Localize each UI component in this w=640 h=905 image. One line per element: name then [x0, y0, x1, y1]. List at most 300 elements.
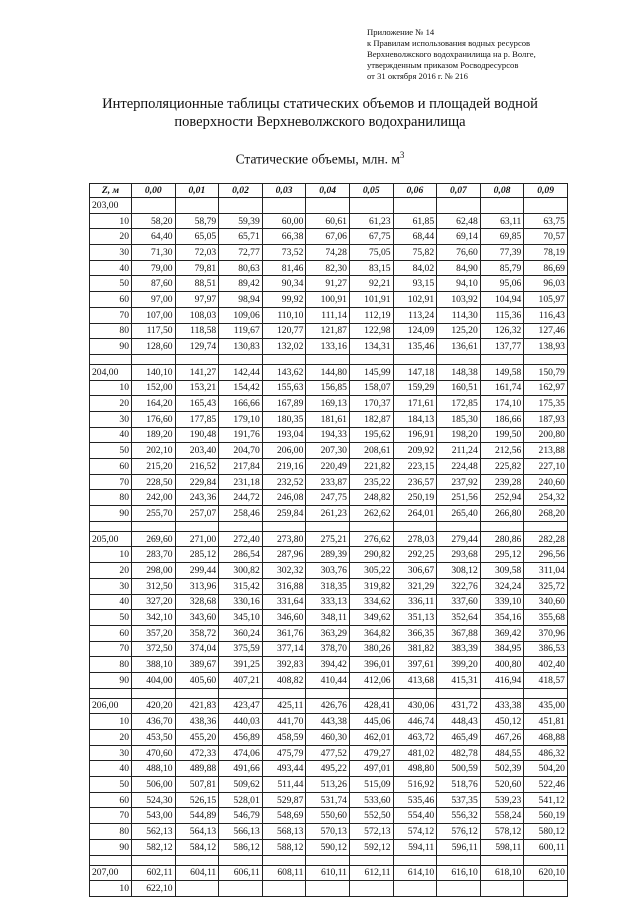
table-cell — [262, 521, 306, 531]
table-row — [90, 657, 568, 673]
table-row — [90, 276, 568, 292]
table-cell: 604,11 — [175, 865, 219, 881]
table-cell: 248,82 — [349, 490, 393, 506]
table-cell — [262, 354, 306, 364]
table-cell: 60 — [90, 292, 132, 308]
table-cell: 221,82 — [349, 459, 393, 475]
table-cell: 65,05 — [175, 229, 219, 245]
table-cell — [132, 354, 176, 364]
column-header: 0,07 — [437, 184, 481, 198]
column-header: 0,08 — [480, 184, 524, 198]
table-cell: 86,69 — [524, 260, 568, 276]
table-cell: 269,60 — [132, 531, 176, 547]
table-cell — [524, 354, 568, 364]
column-header: 0,05 — [349, 184, 393, 198]
table-cell: 413,68 — [393, 672, 437, 688]
table-cell: 381,82 — [393, 641, 437, 657]
table-cell — [175, 521, 219, 531]
table-cell: 322,76 — [437, 578, 481, 594]
column-header: Z, м — [90, 184, 132, 198]
table-cell: 79,81 — [175, 260, 219, 276]
table-cell — [393, 354, 437, 364]
table-cell: 364,82 — [349, 625, 393, 641]
table-cell: 114,30 — [437, 307, 481, 323]
table-cell: 616,10 — [437, 865, 481, 881]
table-cell: 84,02 — [393, 260, 437, 276]
table-cell — [306, 521, 350, 531]
table-cell: 440,03 — [219, 714, 263, 730]
table-cell: 73,52 — [262, 245, 306, 261]
table-cell: 334,62 — [349, 594, 393, 610]
table-cell: 264,01 — [393, 506, 437, 522]
table-cell: 207,30 — [306, 443, 350, 459]
spacer-row — [90, 855, 568, 865]
table-cell — [132, 198, 176, 214]
table-cell — [393, 855, 437, 865]
table-cell — [219, 688, 263, 698]
table-cell: 71,30 — [132, 245, 176, 261]
table-cell: 298,00 — [132, 563, 176, 579]
table-cell: 153,21 — [175, 380, 219, 396]
table-cell: 20 — [90, 396, 132, 412]
table-cell: 431,72 — [437, 698, 481, 714]
table-cell: 80 — [90, 657, 132, 673]
table-cell: 40 — [90, 761, 132, 777]
appendix-line: от 31 октября 2016 г. № 216 — [367, 71, 468, 81]
table-cell: 141,27 — [175, 364, 219, 380]
table-cell — [132, 521, 176, 531]
table-cell: 169,13 — [306, 396, 350, 412]
table-cell: 404,00 — [132, 672, 176, 688]
table-cell — [349, 521, 393, 531]
table-cell: 336,11 — [393, 594, 437, 610]
table-cell: 112,19 — [349, 307, 393, 323]
table-cell: 80 — [90, 323, 132, 339]
table-cell: 115,36 — [480, 307, 524, 323]
table-row — [90, 777, 568, 793]
table-cell: 186,66 — [480, 411, 524, 427]
table-cell: 83,15 — [349, 260, 393, 276]
table-cell: 308,12 — [437, 563, 481, 579]
table-cell: 58,79 — [175, 213, 219, 229]
caption-text: Статические объемы, млн. м — [235, 151, 400, 167]
table-cell: 198,20 — [437, 427, 481, 443]
table-cell: 215,20 — [132, 459, 176, 475]
table-cell — [393, 881, 437, 897]
table-cell: 67,06 — [306, 229, 350, 245]
table-cell: 361,76 — [262, 625, 306, 641]
table-cell: 330,16 — [219, 594, 263, 610]
table-cell: 75,05 — [349, 245, 393, 261]
table-cell: 354,16 — [480, 610, 524, 626]
table-cell: 82,30 — [306, 260, 350, 276]
table-cell: 206,00 — [90, 698, 132, 714]
table-cell — [480, 688, 524, 698]
table-cell: 145,99 — [349, 364, 393, 380]
table-row — [90, 443, 568, 459]
table-cell: 62,48 — [437, 213, 481, 229]
table-cell: 72,03 — [175, 245, 219, 261]
table-cell: 515,09 — [349, 777, 393, 793]
table-cell: 498,80 — [393, 761, 437, 777]
table-cell: 339,10 — [480, 594, 524, 610]
table-cell — [437, 521, 481, 531]
table-cell: 133,16 — [306, 339, 350, 355]
table-cell: 526,15 — [175, 792, 219, 808]
table-cell: 193,04 — [262, 427, 306, 443]
table-row — [90, 641, 568, 657]
table-cell: 205,00 — [90, 531, 132, 547]
table-cell — [349, 354, 393, 364]
table-cell: 612,11 — [349, 865, 393, 881]
table-cell: 40 — [90, 594, 132, 610]
table-cell: 108,03 — [175, 307, 219, 323]
table-cell: 258,46 — [219, 506, 263, 522]
table-cell: 212,56 — [480, 443, 524, 459]
table-cell — [306, 354, 350, 364]
table-cell: 91,27 — [306, 276, 350, 292]
table-cell: 261,23 — [306, 506, 350, 522]
table-row — [90, 839, 568, 855]
table-cell: 568,13 — [262, 824, 306, 840]
table-row — [90, 714, 568, 730]
table-cell: 399,20 — [437, 657, 481, 673]
table-cell: 40 — [90, 427, 132, 443]
table-cell: 78,19 — [524, 245, 568, 261]
table-cell: 292,25 — [393, 547, 437, 563]
table-cell: 325,72 — [524, 578, 568, 594]
spacer-row — [90, 521, 568, 531]
table-cell: 380,26 — [349, 641, 393, 657]
table-cell: 207,00 — [90, 865, 132, 881]
table-cell: 600,11 — [524, 839, 568, 855]
volumes-table — [89, 183, 568, 897]
table-cell: 451,81 — [524, 714, 568, 730]
table-cell: 175,35 — [524, 396, 568, 412]
table-cell: 209,92 — [393, 443, 437, 459]
table-cell: 558,24 — [480, 808, 524, 824]
table-cell: 430,06 — [393, 698, 437, 714]
table-cell: 237,92 — [437, 474, 481, 490]
table-cell: 300,82 — [219, 563, 263, 579]
title-line: поверхности Верхневолжского водохранилища — [174, 114, 466, 130]
table-cell: 103,92 — [437, 292, 481, 308]
table-cell: 436,70 — [132, 714, 176, 730]
table-cell: 10 — [90, 714, 132, 730]
table-cell: 293,68 — [437, 547, 481, 563]
table-cell: 462,01 — [349, 730, 393, 746]
table-cell: 378,70 — [306, 641, 350, 657]
table-cell: 543,00 — [132, 808, 176, 824]
table-cell: 59,39 — [219, 213, 263, 229]
table-cell: 100,91 — [306, 292, 350, 308]
table-cell: 544,89 — [175, 808, 219, 824]
table-cell — [480, 881, 524, 897]
table-cell: 87,60 — [132, 276, 176, 292]
table-cell — [175, 881, 219, 897]
table-cell: 109,06 — [219, 307, 263, 323]
table-cell: 170,37 — [349, 396, 393, 412]
table-row — [90, 531, 568, 547]
table-cell: 522,46 — [524, 777, 568, 793]
table-cell: 254,32 — [524, 490, 568, 506]
table-cell: 375,59 — [219, 641, 263, 657]
table-cell: 578,12 — [480, 824, 524, 840]
table-cell: 80 — [90, 824, 132, 840]
table-cell — [437, 855, 481, 865]
table-cell: 412,06 — [349, 672, 393, 688]
table-cell: 10 — [90, 380, 132, 396]
table-cell: 560,19 — [524, 808, 568, 824]
table-cell: 550,60 — [306, 808, 350, 824]
table-cell: 162,97 — [524, 380, 568, 396]
table-row — [90, 307, 568, 323]
table-cell: 90 — [90, 506, 132, 522]
table-cell: 418,57 — [524, 672, 568, 688]
table-row — [90, 339, 568, 355]
table-cell: 219,16 — [262, 459, 306, 475]
table-cell: 327,20 — [132, 594, 176, 610]
table-cell — [306, 855, 350, 865]
table-cell: 290,82 — [349, 547, 393, 563]
appendix-line: к Правилам использования водных ресурсов — [367, 38, 531, 48]
table-cell: 355,68 — [524, 610, 568, 626]
table-cell: 208,61 — [349, 443, 393, 459]
table-cell: 488,10 — [132, 761, 176, 777]
column-header: 0,00 — [132, 184, 176, 198]
table-cell: 312,50 — [132, 578, 176, 594]
table-cell: 295,12 — [480, 547, 524, 563]
table-cell: 342,10 — [132, 610, 176, 626]
table-cell: 328,68 — [175, 594, 219, 610]
table-cell: 232,52 — [262, 474, 306, 490]
table-cell: 428,41 — [349, 698, 393, 714]
table-cell: 495,22 — [306, 761, 350, 777]
table-cell: 107,00 — [132, 307, 176, 323]
table-cell: 85,79 — [480, 260, 524, 276]
table-cell: 40 — [90, 260, 132, 276]
table-cell: 94,10 — [437, 276, 481, 292]
table-cell: 426,76 — [306, 698, 350, 714]
table-cell: 463,72 — [393, 730, 437, 746]
column-header: 0,06 — [393, 184, 437, 198]
table-cell: 127,46 — [524, 323, 568, 339]
table-cell: 598,11 — [480, 839, 524, 855]
table-row — [90, 245, 568, 261]
table-cell: 242,00 — [132, 490, 176, 506]
table-cell: 95,06 — [480, 276, 524, 292]
table-row — [90, 198, 568, 214]
table-cell: 435,00 — [524, 698, 568, 714]
table-cell: 367,88 — [437, 625, 481, 641]
table-cell: 69,85 — [480, 229, 524, 245]
table-cell: 181,61 — [306, 411, 350, 427]
table-cell: 203,00 — [90, 198, 132, 214]
table-cell: 177,85 — [175, 411, 219, 427]
table-cell: 389,67 — [175, 657, 219, 673]
table-cell: 236,57 — [393, 474, 437, 490]
table-cell: 135,46 — [393, 339, 437, 355]
table-cell: 303,76 — [306, 563, 350, 579]
table-cell — [437, 198, 481, 214]
table-cell: 477,52 — [306, 745, 350, 761]
appendix-line: Верхневолжского водохранилища на р. Волге, — [367, 49, 536, 59]
table-cell: 67,75 — [349, 229, 393, 245]
table-row — [90, 396, 568, 412]
spacer-row — [90, 688, 568, 698]
table-cell: 194,33 — [306, 427, 350, 443]
table-cell: 468,88 — [524, 730, 568, 746]
table-cell: 155,63 — [262, 380, 306, 396]
table-cell: 136,61 — [437, 339, 481, 355]
table-cell: 590,12 — [306, 839, 350, 855]
table-cell: 622,10 — [132, 881, 176, 897]
table-cell: 343,60 — [175, 610, 219, 626]
table-row — [90, 427, 568, 443]
table-cell: 164,20 — [132, 396, 176, 412]
table-cell: 405,60 — [175, 672, 219, 688]
table-row — [90, 881, 568, 897]
table-cell: 90 — [90, 839, 132, 855]
table-cell: 229,84 — [175, 474, 219, 490]
table-cell: 282,28 — [524, 531, 568, 547]
table-cell: 182,87 — [349, 411, 393, 427]
table-cell: 68,44 — [393, 229, 437, 245]
table-cell — [262, 688, 306, 698]
table-cell: 280,86 — [480, 531, 524, 547]
table-cell: 70 — [90, 307, 132, 323]
table-cell: 122,98 — [349, 323, 393, 339]
table-cell: 154,42 — [219, 380, 263, 396]
table-cell — [480, 521, 524, 531]
table-row — [90, 506, 568, 522]
table-cell: 119,67 — [219, 323, 263, 339]
table-cell: 433,38 — [480, 698, 524, 714]
table-cell: 204,70 — [219, 443, 263, 459]
table-cell: 556,32 — [437, 808, 481, 824]
table-row — [90, 474, 568, 490]
table-row — [90, 610, 568, 626]
table-cell: 546,79 — [219, 808, 263, 824]
table-cell: 20 — [90, 229, 132, 245]
table-cell: 90 — [90, 339, 132, 355]
table-cell: 305,22 — [349, 563, 393, 579]
table-cell: 289,39 — [306, 547, 350, 563]
table-cell: 386,53 — [524, 641, 568, 657]
table-cell: 450,12 — [480, 714, 524, 730]
table-cell: 180,35 — [262, 411, 306, 427]
table-cell: 259,84 — [262, 506, 306, 522]
table-cell: 345,10 — [219, 610, 263, 626]
table-cell: 30 — [90, 245, 132, 261]
table-cell: 196,91 — [393, 427, 437, 443]
table-cell: 235,22 — [349, 474, 393, 490]
table-cell: 500,59 — [437, 761, 481, 777]
table-cell: 415,31 — [437, 672, 481, 688]
table-cell: 272,40 — [219, 531, 263, 547]
table-cell: 140,10 — [132, 364, 176, 380]
table-cell: 316,88 — [262, 578, 306, 594]
table-cell: 438,36 — [175, 714, 219, 730]
table-cell: 84,90 — [437, 260, 481, 276]
table-cell: 511,44 — [262, 777, 306, 793]
table-cell: 606,11 — [219, 865, 263, 881]
table-row — [90, 824, 568, 840]
table-cell: 420,20 — [132, 698, 176, 714]
table-cell: 486,32 — [524, 745, 568, 761]
table-cell: 233,87 — [306, 474, 350, 490]
table-cell: 311,04 — [524, 563, 568, 579]
table-row — [90, 625, 568, 641]
table-cell: 61,85 — [393, 213, 437, 229]
table-cell: 479,27 — [349, 745, 393, 761]
table-cell: 262,62 — [349, 506, 393, 522]
table-cell: 570,13 — [306, 824, 350, 840]
table-cell: 206,00 — [262, 443, 306, 459]
table-cell: 531,74 — [306, 792, 350, 808]
caption-superscript: 3 — [399, 150, 405, 160]
table-cell: 191,76 — [219, 427, 263, 443]
table-cell: 425,11 — [262, 698, 306, 714]
table-cell — [524, 688, 568, 698]
table-row — [90, 459, 568, 475]
table-cell: 497,01 — [349, 761, 393, 777]
table-cell: 576,12 — [437, 824, 481, 840]
table-cell: 148,38 — [437, 364, 481, 380]
table-cell — [524, 855, 568, 865]
table-row — [90, 792, 568, 808]
table-cell: 377,14 — [262, 641, 306, 657]
table-cell: 351,13 — [393, 610, 437, 626]
table-cell: 204,00 — [90, 364, 132, 380]
table-cell — [219, 354, 263, 364]
table-cell: 101,91 — [349, 292, 393, 308]
table-cell: 586,12 — [219, 839, 263, 855]
table-cell: 402,40 — [524, 657, 568, 673]
table-cell: 252,94 — [480, 490, 524, 506]
table-row — [90, 730, 568, 746]
table-cell: 594,11 — [393, 839, 437, 855]
table-cell: 240,60 — [524, 474, 568, 490]
table-cell: 423,47 — [219, 698, 263, 714]
table-cell: 257,07 — [175, 506, 219, 522]
table-cell: 231,18 — [219, 474, 263, 490]
table-cell: 81,46 — [262, 260, 306, 276]
table-cell: 574,12 — [393, 824, 437, 840]
table-cell: 134,31 — [349, 339, 393, 355]
table-cell: 50 — [90, 610, 132, 626]
table-cell: 161,74 — [480, 380, 524, 396]
table-cell: 125,20 — [437, 323, 481, 339]
table-cell: 190,48 — [175, 427, 219, 443]
table-cell: 216,52 — [175, 459, 219, 475]
appendix-line: утвержденным приказом Росводресурсов — [367, 60, 519, 70]
table-cell — [437, 354, 481, 364]
table-cell: 110,10 — [262, 307, 306, 323]
table-cell: 121,87 — [306, 323, 350, 339]
table-cell: 315,42 — [219, 578, 263, 594]
table-cell: 620,10 — [524, 865, 568, 881]
table-cell: 111,14 — [306, 307, 350, 323]
table-cell — [437, 881, 481, 897]
table-cell: 363,29 — [306, 625, 350, 641]
table-cell: 481,02 — [393, 745, 437, 761]
table-cell: 407,21 — [219, 672, 263, 688]
table-cell: 278,03 — [393, 531, 437, 547]
table-cell: 504,20 — [524, 761, 568, 777]
table-cell: 166,66 — [219, 396, 263, 412]
table-cell: 528,01 — [219, 792, 263, 808]
